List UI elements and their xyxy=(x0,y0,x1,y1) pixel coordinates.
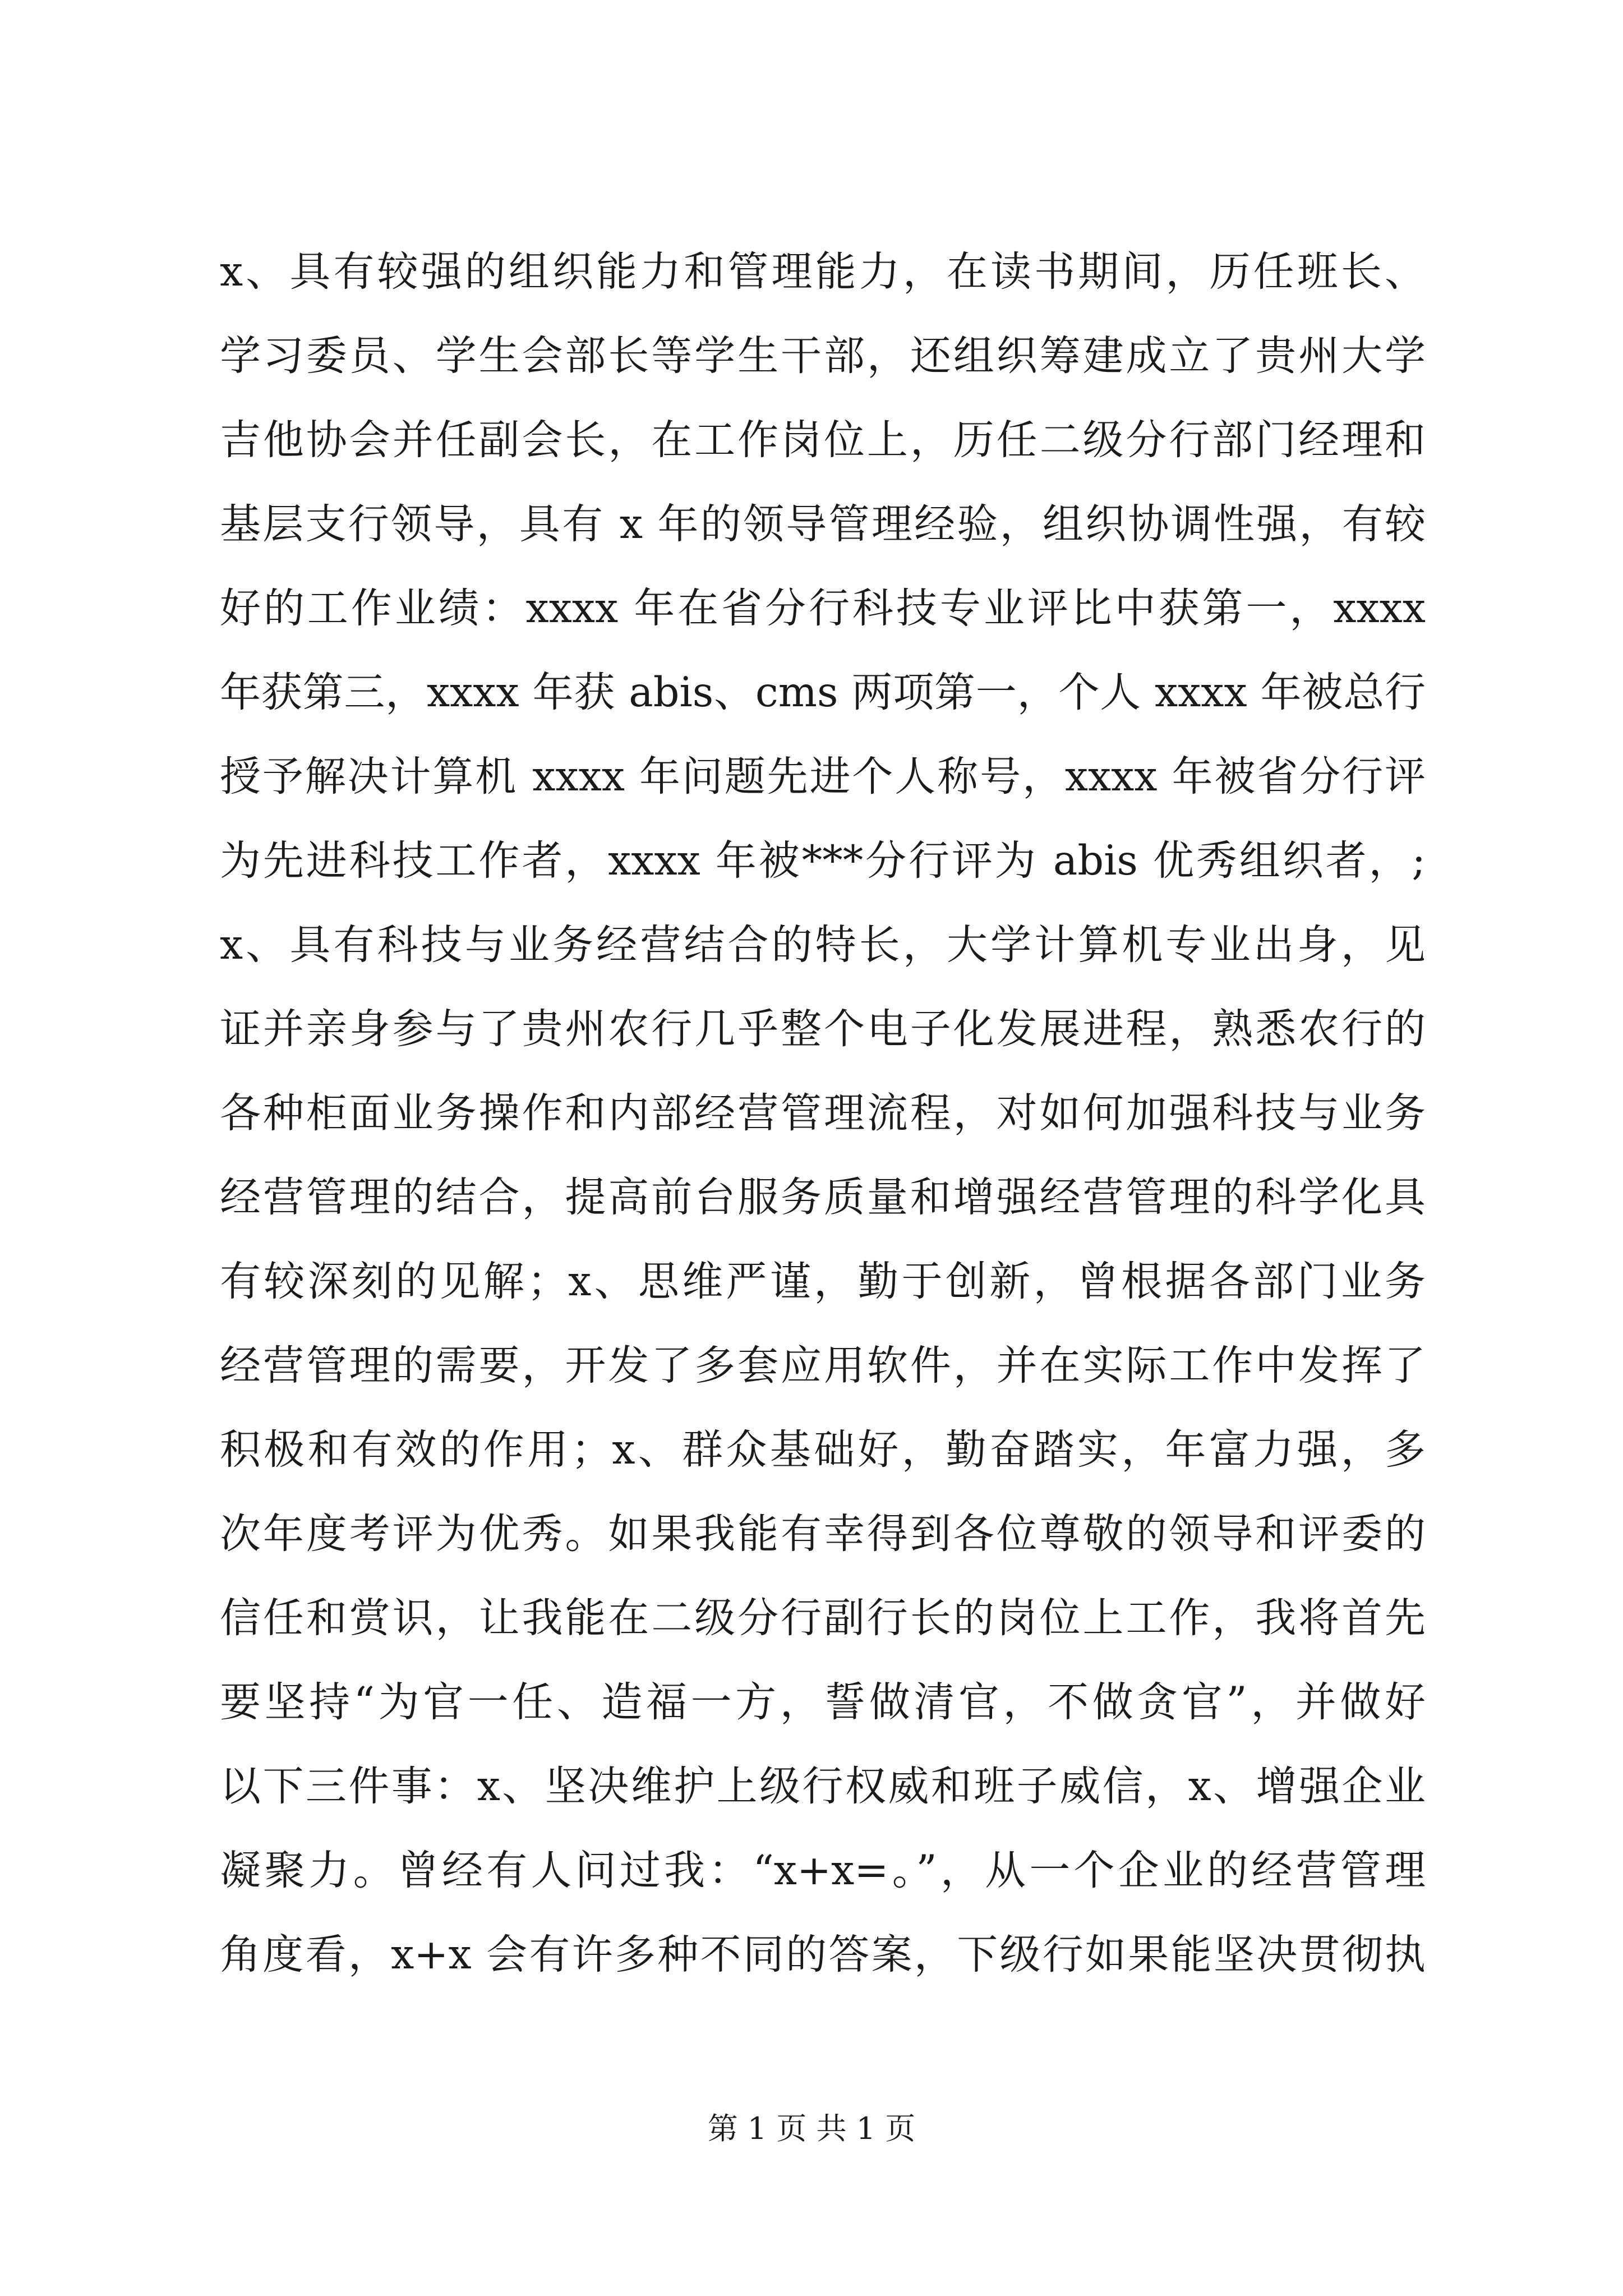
text-line: 以下三件事：x、坚决维护上级行权威和班子威信，x、增强企业 xyxy=(220,1763,1426,1810)
text-line: 信任和赏识，让我能在二级分行副行长的岗位上工作，我将首先 xyxy=(220,1594,1426,1642)
text-line: 为先进科技工作者，xxxx 年被***分行评为 abis 优秀组织者，; xyxy=(220,837,1426,885)
text-line: 年获第三，xxxx 年获 abis、cms 两项第一，个人 xxxx 年被总行 xyxy=(220,669,1426,716)
text-line: 吉他协会并任副会长，在工作岗位上，历任二级分行部门经理和 xyxy=(220,416,1426,464)
text-line: x、具有科技与业务经营结合的特长，大学计算机专业出身，见 xyxy=(220,921,1426,969)
page-footer xyxy=(0,2106,1623,2151)
text-line: 角度看，x+x 会有许多种不同的答案，下级行如果能坚决贯彻执 xyxy=(220,1931,1426,1978)
text-line: x、具有较强的组织能力和管理能力，在读书期间，历任班长、 xyxy=(220,248,1426,296)
text-line: 积极和有效的作用；x、群众基础好，勤奋踏实，年富力强，多 xyxy=(220,1426,1426,1474)
text-line: 好的工作业绩：xxxx 年在省分行科技专业评比中获第一，xxxx xyxy=(220,585,1426,632)
text-line: 证并亲身参与了贵州农行几乎整个电子化发展进程，熟悉农行的 xyxy=(220,1005,1426,1053)
text-line: 授予解决计算机 xxxx 年问题先进个人称号，xxxx 年被省分行评 xyxy=(220,753,1426,800)
text-line: 经营管理的结合，提高前台服务质量和增强经营管理的科学化具 xyxy=(220,1174,1426,1221)
body-text xyxy=(220,230,1426,1997)
text-line: 凝聚力。曾经有人问过我：“x+x=。”，从一个企业的经营管理 xyxy=(220,1847,1426,1894)
text-line: 次年度考评为优秀。如果我能有幸得到各位尊敬的领导和评委的 xyxy=(220,1510,1426,1558)
text-line: 各种柜面业务操作和内部经营管理流程，对如何加强科技与业务 xyxy=(220,1089,1426,1137)
text-line: 经营管理的需要，开发了多套应用软件，并在实际工作中发挥了 xyxy=(220,1342,1426,1389)
text-line: 基层支行领导，具有 x 年的领导管理经验，组织协调性强，有较 xyxy=(220,500,1426,548)
text-line: 学习委员、学生会部长等学生干部，还组织筹建成立了贵州大学 xyxy=(220,332,1426,380)
page-number-label: 第 1 页 共 1 页 xyxy=(707,2111,916,2146)
text-line: 要坚持“为官一任、造福一方，誓做清官，不做贪官”，并做好 xyxy=(220,1678,1426,1726)
text-line: 有较深刻的见解；x、思维严谨，勤于创新，曾根据各部门业务 xyxy=(220,1258,1426,1305)
